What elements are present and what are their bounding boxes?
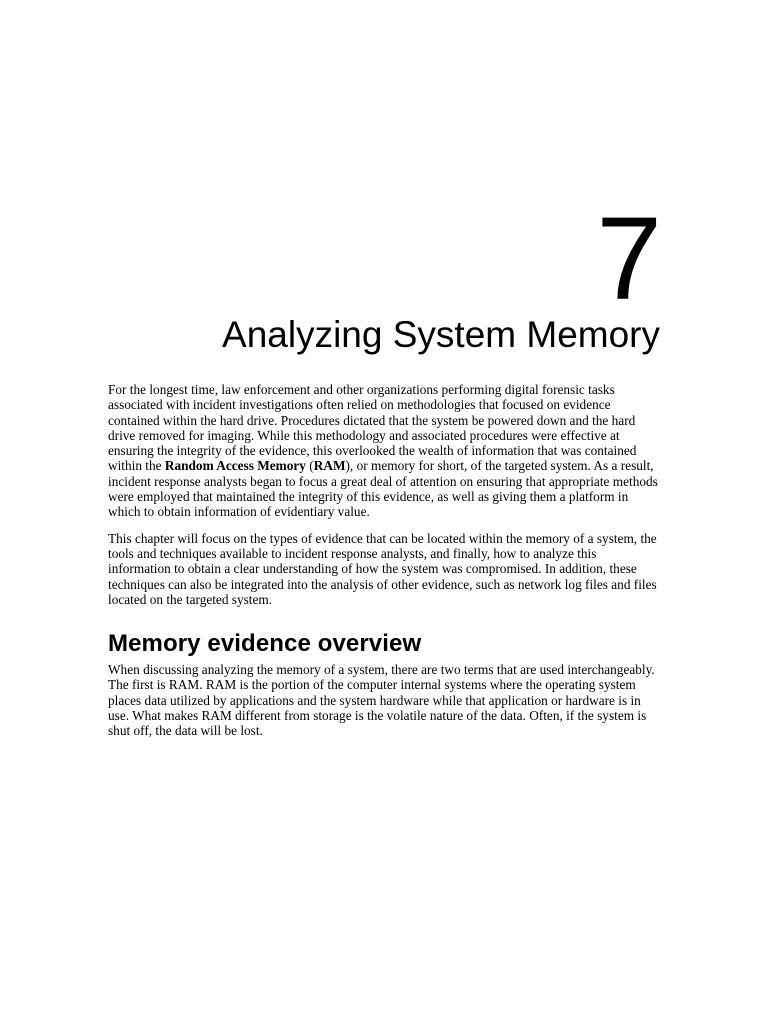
intro-paragraph-1-text-c: ), or memory for short, of the targeted system. As a result, incident response analysts began to focus a great deal of attention on ensuring that appropriate methods were employed that maintained the integrity of this evidence, as well as giving them a platform in which to obtain information of evidentiary value.	[108, 458, 658, 520]
chapter-number: 7	[596, 193, 662, 325]
intro-paragraph-1-text-b: (	[305, 458, 314, 474]
intro-paragraph-1	[108, 382, 660, 520]
intro-paragraph-1-text-a: For the longest time, law enforcement and other organizations performing digital forensic tasks associated with incident investigations often relied on methodologies that focused on evidence contained within the hard drive. Procedures dictated that the system be powered down and the hard drive removed for imaging. While this methodology and associated procedures were effective at ensuring the integrity of the evidence, this overlooked the wealth of information that was contained within the	[108, 382, 637, 474]
section-heading: Memory evidence overview	[108, 630, 422, 658]
chapter-body	[108, 382, 660, 749]
chapter-title: Analyzing System Memory	[222, 314, 660, 355]
section-paragraph-1: When discussing analyzing the memory of a system, there are two terms that are used interchangeably. The first is RAM. RAM is the portion of the computer internal systems where the operating system places data utilized by applications and the system hardware while that application or hardware is in use. What makes RAM different from storage is the volatile nature of the data. Often, if the system is shut off, the data will be lost.	[108, 661, 655, 739]
intro-paragraph-2: This chapter will focus on the types of evidence that can be located within the memory of a system, the tools and techniques available to incident response analysts, and finally, how to analyze this information to obtain a clear understanding of how the system was compromised. In addition, these techniques can also be integrated into the analysis of other evidence, such as network log files and files located on the targeted system.	[108, 530, 657, 607]
ram-term: Random Access Memory	[164, 458, 306, 474]
ram-abbreviation: RAM	[313, 458, 346, 474]
